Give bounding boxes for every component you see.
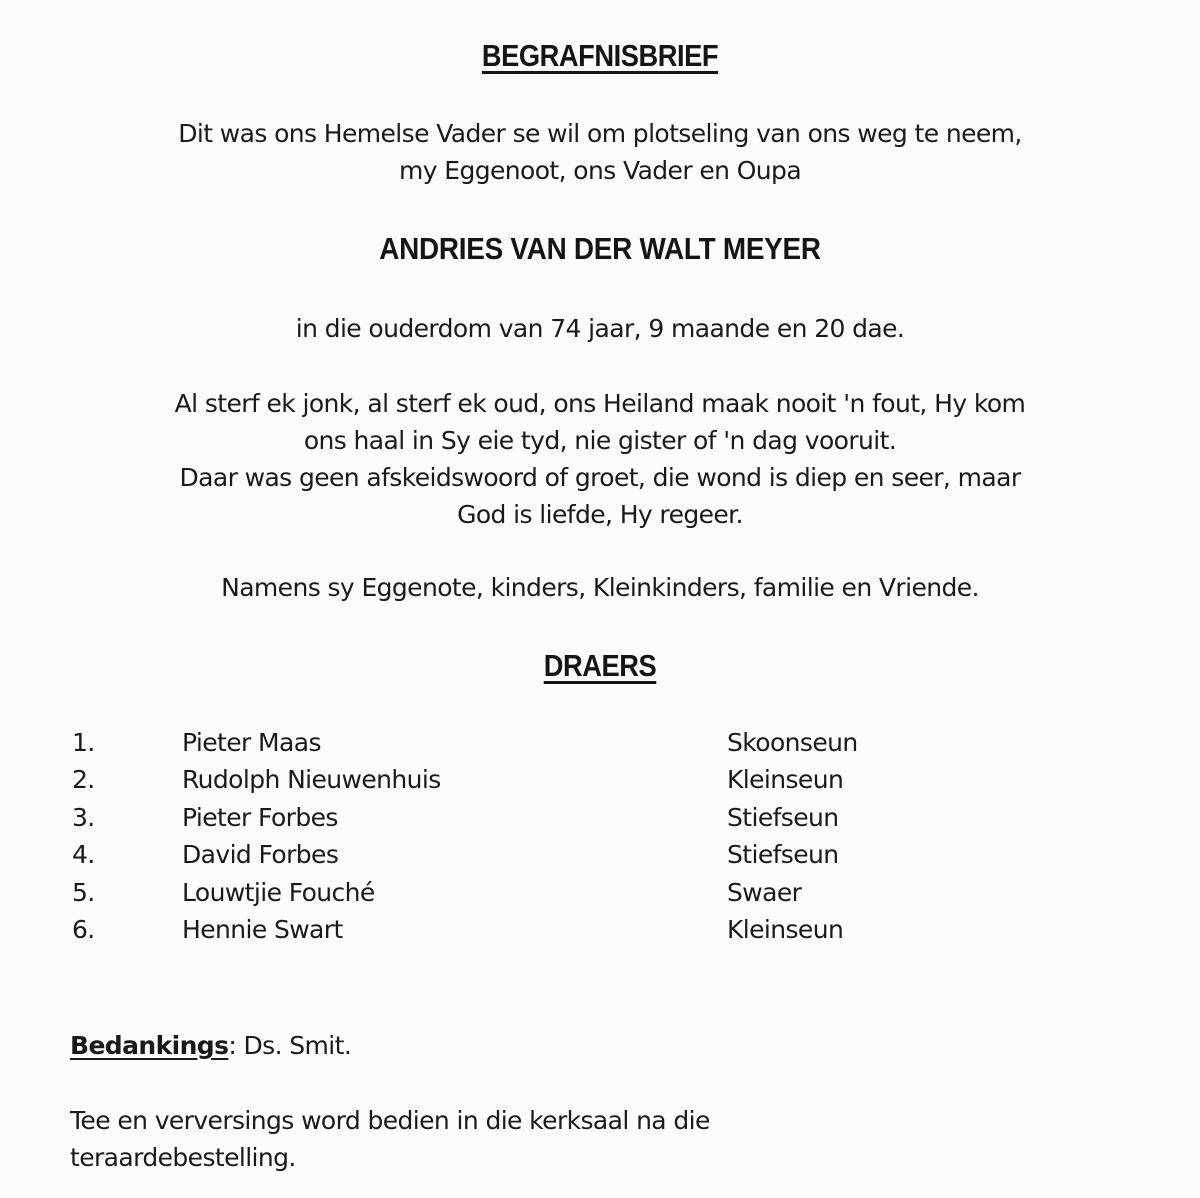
list-item <box>0 840 1200 877</box>
item-number: 3. <box>72 802 95 832</box>
document-title-text: BEGRAFNISBRIEF <box>481 38 719 73</box>
list-item <box>0 915 1200 952</box>
item-number: 5. <box>72 877 95 907</box>
pallbearers-heading-text: DRAERS <box>543 648 657 683</box>
verse-line-1: Al sterf ek jonk, al sterf ek oud, ons Heiland maak nooit 'n fout, Hy kom <box>174 389 1026 418</box>
verse-line-4: God is liefde, Hy regeer. <box>457 500 743 529</box>
intro-line-2: my Eggenoot, ons Vader en Oupa <box>398 156 802 185</box>
item-name: Pieter Forbes <box>182 802 338 832</box>
item-relation: Kleinseun <box>727 914 844 944</box>
item-name: Rudolph Nieuwenhuis <box>182 765 441 795</box>
thanks-value: Ds. Smit. <box>236 1031 352 1060</box>
thanks-label: Bedankings <box>70 1031 229 1060</box>
item-relation: Stiefseun <box>727 802 839 832</box>
deceased-name: ANDRIES VAN DER WALT MEYER <box>379 231 821 266</box>
refreshments-line-2: teraardebestelling. <box>70 1143 296 1172</box>
item-name: David Forbes <box>182 840 339 870</box>
verse-line-3: Daar was geen afskeidswoord of groet, die wond is diep en seer, maar <box>179 463 1021 492</box>
item-number: 6. <box>72 914 95 944</box>
item-name: Hennie Swart <box>182 914 343 944</box>
list-item <box>0 728 1200 765</box>
item-number: 2. <box>72 765 95 795</box>
list-item <box>0 878 1200 915</box>
document-title <box>72 38 1128 74</box>
verse-line-2: ons haal in Sy eie tyd, nie gister of 'n dag vooruit. <box>303 426 897 455</box>
item-relation: Swaer <box>727 877 802 907</box>
list-item <box>0 803 1200 840</box>
thanks-line <box>70 1028 351 1064</box>
age-line: in die ouderdom van 74 jaar, 9 maande en 20 dae. <box>295 314 905 343</box>
pallbearers-heading <box>72 648 1128 684</box>
on-behalf-line: Namens sy Eggenote, kinders, Kleinkinders, familie en Vriende. <box>221 573 979 602</box>
item-number: 4. <box>72 840 95 870</box>
pallbearers-list <box>0 728 1200 952</box>
item-relation: Kleinseun <box>727 765 844 795</box>
list-item <box>0 765 1200 802</box>
item-relation: Skoonseun <box>727 728 858 757</box>
item-relation: Stiefseun <box>727 840 839 870</box>
thanks-colon: : <box>228 1031 237 1060</box>
item-name: Louwtjie Fouché <box>182 877 375 907</box>
refreshments-line-1: Tee en verversings word bedien in die kerksaal na die <box>70 1106 710 1135</box>
intro-line-1: Dit was ons Hemelse Vader se wil om plotseling van ons weg te neem, <box>178 119 1022 148</box>
item-number: 1. <box>72 728 95 757</box>
item-name: Pieter Maas <box>182 728 321 757</box>
